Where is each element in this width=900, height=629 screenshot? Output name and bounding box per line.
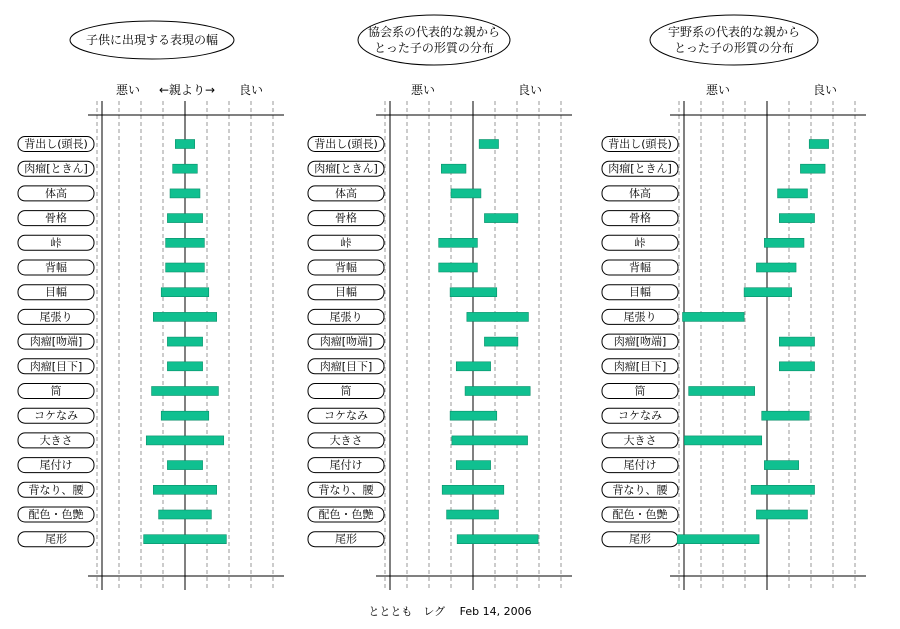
range-bar xyxy=(800,164,825,173)
trait-label: 肉瘤[吻端] xyxy=(29,335,83,349)
range-bar xyxy=(441,164,466,173)
range-bar xyxy=(450,411,497,420)
trait-label: 肉瘤[目下] xyxy=(613,359,667,373)
footer-credit: とととも レグ Feb 14, 2006 xyxy=(368,605,532,618)
range-bar xyxy=(447,510,499,519)
range-bar xyxy=(166,238,205,247)
range-bar xyxy=(452,436,528,445)
range-bar xyxy=(144,535,227,544)
range-bar xyxy=(779,362,814,371)
chart-title: とった子の形質の分布 xyxy=(374,41,494,55)
range-bar xyxy=(809,140,828,149)
range-bar xyxy=(170,189,200,198)
range-bar xyxy=(456,461,490,470)
range-bar xyxy=(450,288,497,297)
chart-title: 協会系の代表的な親から xyxy=(367,25,501,39)
range-bar xyxy=(442,485,504,494)
trait-label: 背なり、腰 xyxy=(28,483,84,497)
trait-label: 大きさ xyxy=(623,433,657,447)
trait-label: コケなみ xyxy=(34,409,78,423)
range-bar xyxy=(153,312,216,321)
trait-label: 筒 xyxy=(340,384,352,398)
trait-label: 尾形 xyxy=(629,532,651,546)
trait-label: 峠 xyxy=(50,236,62,250)
trait-label: 肉瘤[吻端] xyxy=(319,335,373,349)
range-bar xyxy=(456,362,490,371)
range-bar xyxy=(175,140,194,149)
trait-label: 大きさ xyxy=(39,433,73,447)
trait-label: 尾張り xyxy=(329,310,363,324)
range-bar xyxy=(762,411,810,420)
range-bar xyxy=(167,337,202,346)
range-bar xyxy=(764,238,804,247)
trait-label: 骨格 xyxy=(629,211,651,225)
range-bar xyxy=(689,387,755,396)
axis-label-good: 良い xyxy=(238,83,264,97)
trait-label: 尾形 xyxy=(335,532,357,546)
trait-label: 尾張り xyxy=(39,310,73,324)
trait-label: 肉瘤[ときん] xyxy=(24,162,88,176)
trait-label: 目幅 xyxy=(45,285,67,299)
trait-label: 配色・色艶 xyxy=(28,508,84,521)
trait-label: 尾付け xyxy=(623,458,657,472)
trait-label: 目幅 xyxy=(335,285,357,299)
range-bar xyxy=(479,140,498,149)
range-bar xyxy=(161,288,209,297)
trait-label: 筒 xyxy=(50,384,62,398)
range-bar xyxy=(146,436,223,445)
range-bar xyxy=(764,461,798,470)
range-bar xyxy=(173,164,198,173)
trait-label: 背なり、腰 xyxy=(612,483,668,497)
trait-label: 配色・色艶 xyxy=(612,508,668,521)
range-bar xyxy=(779,214,814,223)
chart-panel-1 xyxy=(18,21,284,590)
trait-label: 背出し(頭長) xyxy=(24,137,88,151)
range-bar xyxy=(467,312,529,321)
trait-label: 尾付け xyxy=(329,458,363,472)
trait-label: 体高 xyxy=(629,186,651,200)
trait-label: 背出し(頭長) xyxy=(314,137,378,151)
trait-label: コケなみ xyxy=(324,409,368,423)
trait-label: 背幅 xyxy=(335,261,357,274)
axis-label-good: 良い xyxy=(812,83,838,97)
axis-label-good: 良い xyxy=(517,83,543,97)
range-bar xyxy=(161,411,209,420)
range-bar xyxy=(166,263,205,272)
chart-title-bubble xyxy=(358,15,510,65)
range-bar xyxy=(167,362,202,371)
chart-title-bubble xyxy=(650,15,818,65)
range-bar xyxy=(756,263,796,272)
range-bar xyxy=(457,535,538,544)
trait-label: 目幅 xyxy=(629,285,651,299)
range-bar xyxy=(167,461,202,470)
axis-label-bad: 悪い xyxy=(115,83,141,97)
axis-label-bad: 悪い xyxy=(410,83,436,97)
trait-label: コケなみ xyxy=(618,409,662,423)
trait-label: 背幅 xyxy=(45,261,67,274)
trait-label: 肉瘤[目下] xyxy=(319,359,373,373)
trait-label: 骨格 xyxy=(335,211,357,225)
range-bar xyxy=(484,214,517,223)
range-bar xyxy=(153,485,216,494)
axis-label-bad: 悪い xyxy=(705,83,731,97)
range-bar xyxy=(152,387,219,396)
trait-label: 骨格 xyxy=(45,211,67,225)
trait-label: 峠 xyxy=(634,236,646,250)
range-bar xyxy=(751,485,814,494)
chart-title: 子供に出現する表現の幅 xyxy=(85,33,219,47)
range-bar xyxy=(744,288,792,297)
range-bar xyxy=(159,510,212,519)
trait-label: 筒 xyxy=(634,384,646,398)
trait-label: 肉瘤[吻端] xyxy=(613,335,667,349)
chart-title: とった子の形質の分布 xyxy=(674,41,794,55)
chart-panel-3 xyxy=(602,15,866,590)
trait-label: 肉瘤[目下] xyxy=(29,359,83,373)
trait-label: 峠 xyxy=(340,236,352,250)
range-bar xyxy=(684,436,761,445)
range-bar xyxy=(167,214,202,223)
axis-label-parent: ←親より→ xyxy=(158,83,216,97)
range-bar xyxy=(465,387,530,396)
trait-label: 背出し(頭長) xyxy=(608,137,672,151)
trait-label: 体高 xyxy=(335,186,357,200)
trait-label: 肉瘤[ときん] xyxy=(608,162,672,176)
range-bar xyxy=(451,189,481,198)
trait-label: 配色・色艶 xyxy=(318,508,374,521)
trait-label: 尾付け xyxy=(39,458,73,472)
range-bar xyxy=(778,189,808,198)
trait-label: 背なり、腰 xyxy=(318,483,374,497)
range-bar xyxy=(683,312,745,321)
range-bar xyxy=(439,238,478,247)
range-bar xyxy=(677,535,759,544)
trait-label: 大きさ xyxy=(329,433,363,447)
range-bar xyxy=(484,337,517,346)
range-bar xyxy=(439,263,478,272)
chart-title: 宇野系の代表的な親から xyxy=(667,25,801,39)
chart-panel-2 xyxy=(308,15,572,590)
range-bar xyxy=(779,337,814,346)
trait-label: 体高 xyxy=(45,186,67,200)
trait-label: 尾張り xyxy=(623,310,657,324)
trait-label: 背幅 xyxy=(629,261,651,274)
trait-label: 肉瘤[ときん] xyxy=(314,162,378,176)
range-bar xyxy=(756,510,807,519)
trait-label: 尾形 xyxy=(45,532,67,546)
